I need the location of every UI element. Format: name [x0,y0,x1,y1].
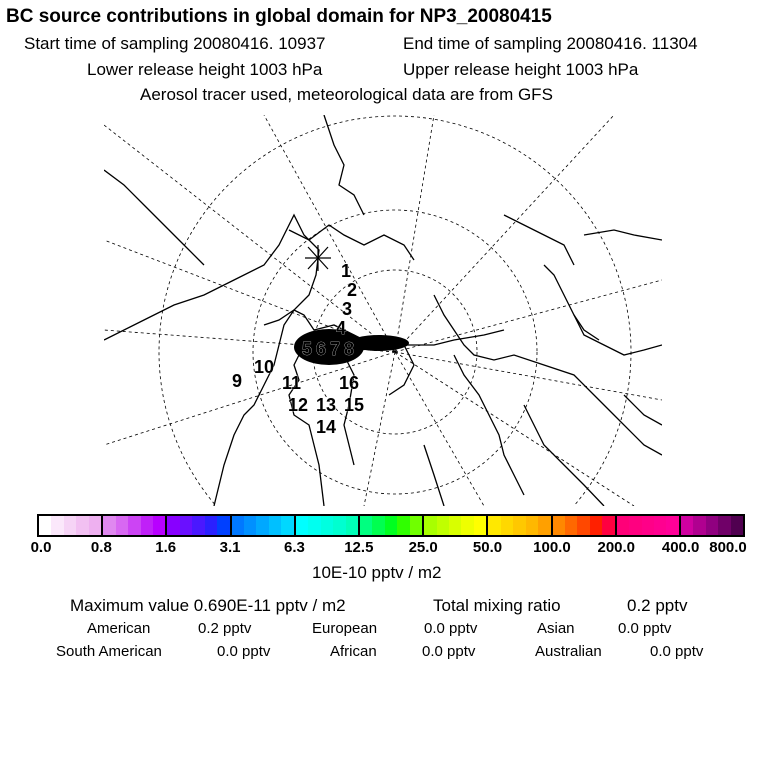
colorbar-tick-label: 0.0 [30,539,52,556]
colorbar-swatch [449,516,461,535]
colorbar-tick-label: 50.0 [472,539,503,556]
colorbar-swatch [474,516,486,535]
colorbar-swatch [666,516,678,535]
colorbar-swatch [731,516,743,535]
colorbar-swatch [180,516,192,535]
colorbar-tick-label: 25.0 [408,539,438,556]
trajectory-label: 13 [316,395,337,415]
colorbar-swatch [461,516,473,535]
colorbar-swatch [501,516,513,535]
colorbar-swatch [269,516,281,535]
end-time: End time of sampling 20080416. 11304 [403,34,698,53]
trajectory-label: 14 [316,417,337,437]
colorbar-block [167,516,231,535]
colorbar-tick-label: 1.6 [155,539,177,556]
region-value-asian: 0.0 pptv [618,620,672,637]
meridian [395,352,634,506]
colorbar-swatch [642,516,654,535]
trajectory-label: 16 [339,373,360,393]
upper-release-height: Upper release height 1003 hPa [403,60,639,79]
trajectory-label: 6 [316,339,327,359]
colorbar-swatch [565,516,577,535]
colorbar-swatch [192,516,204,535]
region-name-asian: Asian [537,620,575,637]
release-point-marker [305,245,331,271]
colorbar-swatch [167,516,179,535]
trajectory-label: 2 [347,280,358,300]
trajectory-label: 11 [282,373,302,393]
trajectory-label: 8 [344,339,355,359]
region-name-australian: Australian [535,643,602,660]
colorbar-swatch [590,516,602,535]
colorbar-swatch [51,516,63,535]
colorbar-block [103,516,167,535]
colorbar-swatch [141,516,153,535]
start-time: Start time of sampling 20080416. 10937 [24,34,326,53]
plot-title: BC source contributions in global domain for NP3_20080415 [6,6,552,27]
colorbar-swatch [385,516,397,535]
colorbar-swatch [308,516,320,535]
colorbar-swatch [553,516,565,535]
graticule [104,115,662,506]
colorbar-swatch [296,516,308,535]
region-value-african: 0.0 pptv [422,643,476,660]
trajectory-label: 5 [302,339,313,359]
trajectory-label: 15 [344,395,365,415]
colorbar-swatch [577,516,589,535]
region-name-european: European [312,620,378,637]
colorbar-swatch [64,516,76,535]
trajectory-label: 3 [342,299,353,319]
colorbar-swatch [153,516,165,535]
colorbar-swatch [76,516,88,535]
colorbar-swatch [693,516,705,535]
region-name-african: African [330,643,377,660]
colorbar-tick-label: 12.5 [344,539,374,556]
colorbar-swatch [89,516,101,535]
colorbar-swatch [244,516,256,535]
region-value-south-american: 0.0 pptv [217,643,271,660]
colorbar-swatch [706,516,718,535]
region-name-american: American [87,620,151,637]
trajectory-label: 4 [336,318,347,338]
region-name-south-american: South American [56,643,162,660]
colorbar-swatch [718,516,730,535]
maximum-value: Maximum value 0.690E-11 pptv / m2 [70,596,346,615]
colorbar-swatch [232,516,244,535]
trajectory-label: 1 [341,261,352,281]
colorbar-swatch [513,516,525,535]
colorbar-swatch [538,516,550,535]
tracer-note: Aerosol tracer used, meteorological data are from GFS [140,85,553,104]
colorbar-swatch [526,516,538,535]
total-mixing-ratio-label: Total mixing ratio [433,596,561,615]
colorbar-swatch [617,516,629,535]
colorbar-tick-label: 100.0 [533,539,571,556]
colorbar-swatch [372,516,384,535]
colorbar-swatch [602,516,614,535]
colorbar [37,514,745,537]
colorbar-swatch [424,516,436,535]
colorbar-tick-label: 800.0 [709,539,747,556]
colorbar-swatch [103,516,115,535]
colorbar-block [488,516,552,535]
meridian [364,352,395,506]
colorbar-block [681,516,743,535]
colorbar-swatch [321,516,333,535]
total-mixing-ratio-value: 0.2 pptv [627,596,688,615]
colorbar-swatch [205,516,217,535]
colorbar-swatch [654,516,666,535]
colorbar-tick-label: 6.3 [284,539,305,556]
coastlines [104,115,662,506]
meridian [395,280,662,352]
colorbar-tick-label: 400.0 [661,539,700,556]
colorbar-swatch [346,516,358,535]
colorbar-block [553,516,617,535]
trajectory-label: 10 [254,357,275,377]
colorbar-block [424,516,488,535]
colorbar-swatch [256,516,268,535]
colorbar-block [39,516,103,535]
colorbar-swatch [437,516,449,535]
colorbar-swatch [410,516,422,535]
colorbar-swatch [629,516,641,535]
colorbar-swatch [217,516,229,535]
colorbar-swatch [116,516,128,535]
colorbar-block [360,516,424,535]
colorbar-swatch [39,516,51,535]
colorbar-swatch [333,516,345,535]
colorbar-swatch [128,516,140,535]
region-value-australian: 0.0 pptv [650,643,704,660]
colorbar-swatch [281,516,293,535]
colorbar-tick-label: 200.0 [597,539,636,556]
colorbar-block [617,516,681,535]
colorbar-swatch [397,516,409,535]
trajectory-label: 12 [288,395,309,415]
colorbar-swatch [488,516,500,535]
colorbar-block [232,516,296,535]
colorbar-swatch [681,516,693,535]
colorbar-block [296,516,360,535]
polar-map [104,115,662,506]
lower-release-height: Lower release height 1003 hPa [87,60,323,79]
region-value-american: 0.2 pptv [198,620,252,637]
region-value-european: 0.0 pptv [424,620,478,637]
colorbar-tick-label: 0.8 [90,539,112,556]
trajectory-label: 9 [232,371,243,391]
colorbar-unit: 10E-10 pptv / m2 [312,563,442,582]
trajectory-label: 7 [330,339,341,359]
colorbar-tick-label: 3.1 [219,539,241,556]
colorbar-swatch [360,516,372,535]
